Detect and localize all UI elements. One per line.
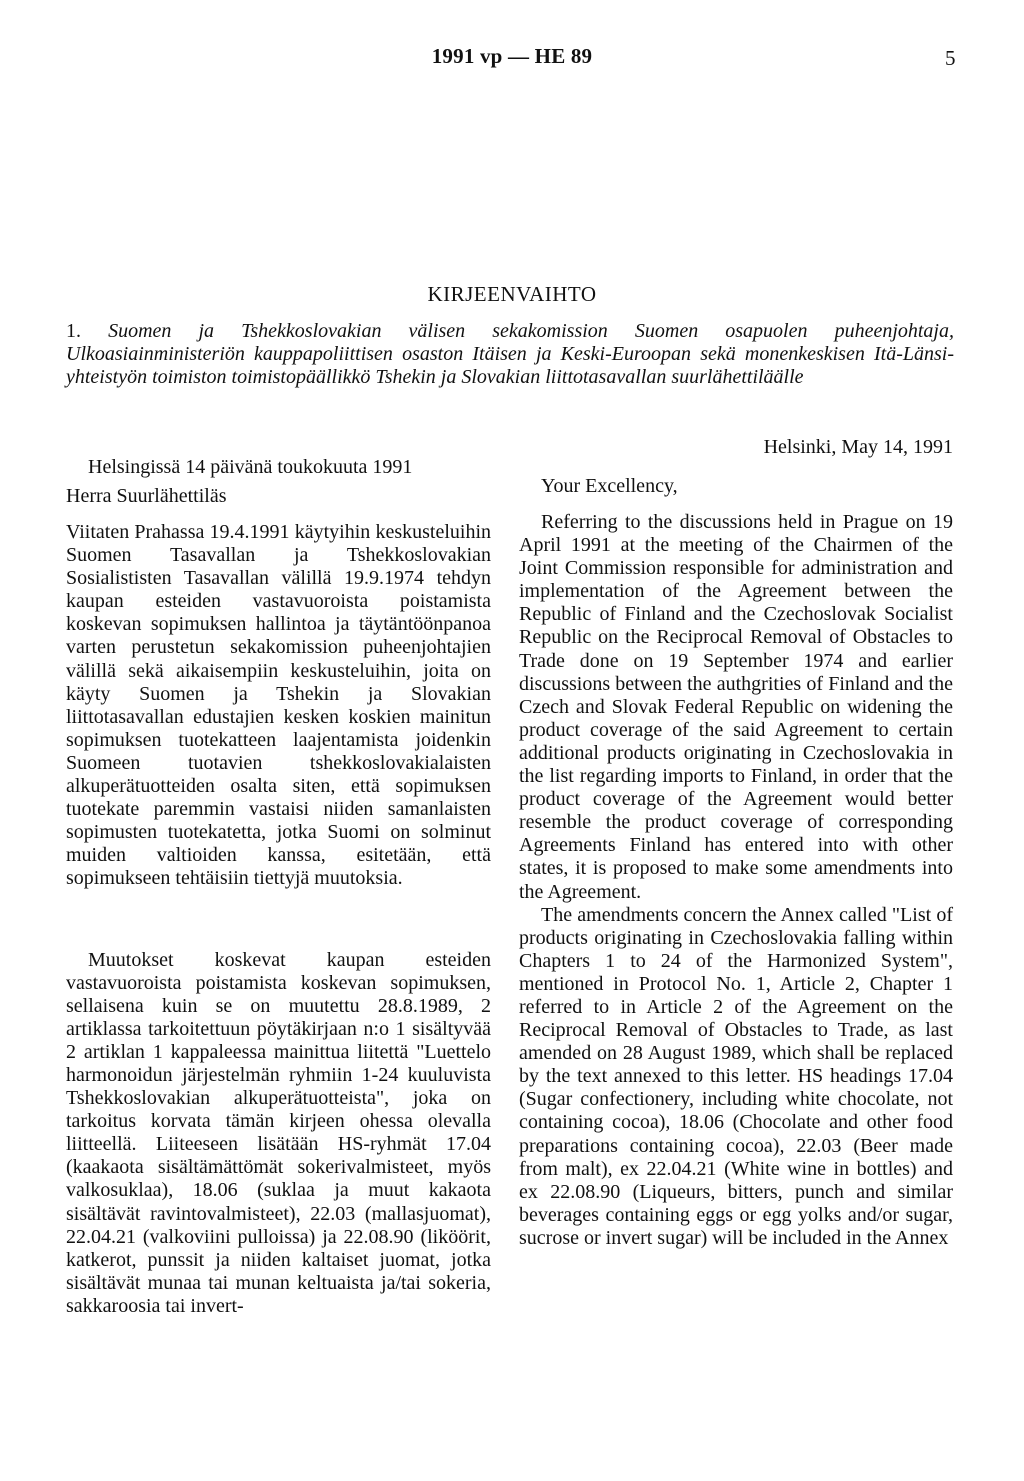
page-header <box>0 44 1024 74</box>
finnish-place-date: Helsingissä 14 päivänä toukokuuta 1991 <box>88 456 413 478</box>
english-salutation: Your Excellency, <box>541 475 678 497</box>
english-letter-column <box>519 436 953 1250</box>
english-paragraph-1: Referring to the discussions held in Prague on 19 April 1991 at the meeting of the Chairmen of the Joint Commission responsible for administration and implementation of the Agreement between the Republic of Finland and the Czechoslovak Socialist Republic on the Reciprocal Removal of Obstacles to Trade done on 19 September 1974 and earlier discussions between the authgrities of Finland and the Czech and Slovak Federal Republic on widening the product coverage of the said Agreement to certain additional products originating in Czechoslovakia in the list regarding imports to Finland, in order that the product coverage of the Agreement would better resemble the product coverage of corresponding Agreements Finland has entered into with other states, it is proposed to make some amendments into the Agreement. <box>519 511 953 903</box>
section-heading: KIRJEENVAIHTO <box>427 282 597 306</box>
paragraph-gap <box>66 891 491 949</box>
intro-text: Suomen ja Tshekkoslovakian välisen sekakomission Suomen osapuolen puheenjohtaja, Ulkoasiainministeriön kauppapoliittisen osaston Itäisen ja Keski-Euroopan sekä monenkeskisen Itä-Länsi-yhteistyön toimiston toimistopäällikkö Tshekin ja Slovakian liittotasavallan suurlähettiläälle <box>66 320 954 388</box>
intro-number: 1. <box>66 320 81 342</box>
english-place-date: Helsinki, May 14, 1991 <box>763 436 953 458</box>
page-number: 5 <box>945 46 956 70</box>
english-paragraph-2: The amendments concern the Annex called "List of products originating in Czechoslovakia falling within Chapters 1 to 24 of the Harmonized System", mentioned in Protocol No. 1, Article 2, Chapter 1 referred to in Article 2 of the Agreement on the Reciprocal Removal of Obstacles to Trade, as last amended on 28 August 1989, which shall be replaced by the text annexed to this letter. HS headings 17.04 (Sugar confectionery, including white chocolate, not containing cocoa), 18.06 (Chocolate and other food preparations containing cocoa), 22.03 (Beer made from malt), ex 22.04.21 (White wine in bottles) and ex 22.08.90 (Liqueurs, bitters, punch and similar beverages containing eggs or egg yolks and/or sugar, sucrose or invert sugar) will be included in the Annex <box>519 903 953 1249</box>
finnish-paragraph-2: Muutokset koskevat kaupan esteiden vastavuoroista poistamista koskevan sopimuksen, sellaisena kuin se on muutettu 28.8.1989, 2 artiklassa tarkoitettuun pöytäkirjaan n:o 1 sisältyvää 2 artiklan 1 kappaleessa mainittua liitettä "Luettelo harmonoidun järjestelmän ryhmiin 1-24 kuuluvista Tshekkoslovakian alkuperätuotteista", joka on tarkoitus korvata tämän kirjeen ohessa olevalla liitteellä. Liiteeseen lisätään HS-ryhmät 17.04 (kaakaota sisältämättömät sokerivalmisteet, myös valkosuklaa), 18.06 (suklaa ja muut kakaota sisältävät ravintovalmisteet), 22.03 (mallasjuomat), 22.04.21 (valkoviini pulloissa) ja 22.08.90 (liköörit, katkerot, punssit ja niiden kaltaiset juomat, jotka sisältävät munaa tai munan keltuaista ja/tai sokeria, sakkaroosia tai invert- <box>66 948 491 1317</box>
finnish-paragraph-1: Viitaten Prahassa 19.4.1991 käytyihin keskusteluihin Suomen Tasavallan ja Tshekkoslovakian Sosialististen Tasavallan välillä 19.9.1974 tehdyn kaupan esteiden vastavuoroista poistamista koskevan sopimuksen hallintoa ja täytäntöönpanoa varten perustetun sekakomission puheenjohtajien välillä sekä aikaisempiin keskusteluihin, joita on käyty Suomen ja Tshekin ja Slovakian liittotasavallan edustajien kesken koskien mainitun sopimuksen tuotekatteen laajentamista joidenkin Suomeen tuotavien tshekkoslovakialaisten alkuperätuotteiden osalta siten, että sopimuksen tuotekate paremmin vastaisi niiden samanlaisten sopimusten tuotekatetta, jotka Suomi on solminut muiden valtioiden kanssa, esitetään, että sopimukseen tehtäisiin tiettyjä muutoksia. <box>66 521 491 890</box>
document-reference: 1991 vp — HE 89 <box>431 44 593 68</box>
letter-intro <box>66 320 954 389</box>
finnish-letter-column <box>66 456 491 1318</box>
finnish-salutation: Herra Suurlähettiläs <box>66 485 227 507</box>
